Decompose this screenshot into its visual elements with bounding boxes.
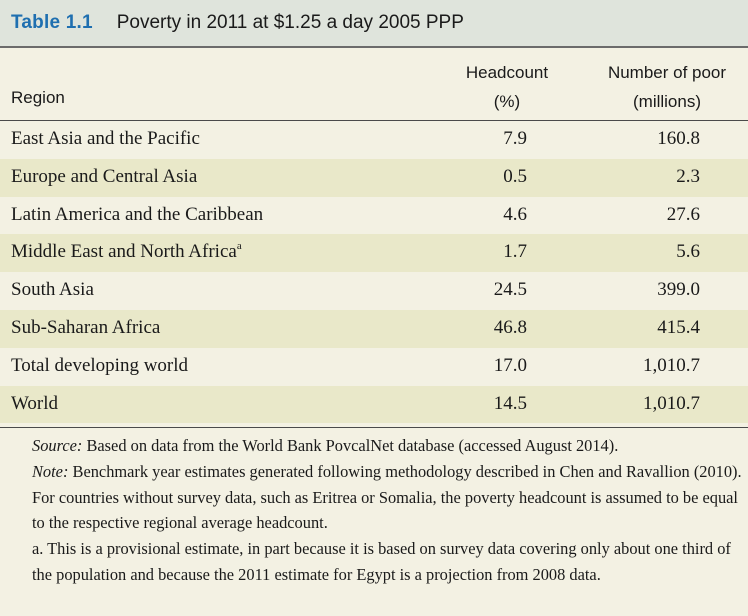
- cell-headcount: 46.8: [493, 316, 527, 338]
- header-poor-line1: Number of poor: [607, 63, 727, 82]
- table-number: Table 1.1: [11, 12, 93, 33]
- cell-number-of-poor: 1,010.7: [643, 392, 700, 414]
- table-row: [0, 159, 748, 197]
- methodology-note: [11, 459, 745, 536]
- cell-headcount: 17.0: [493, 354, 527, 376]
- cell-region: Sub-Saharan Africa: [11, 316, 161, 338]
- header-poor-line2: (millions): [633, 92, 701, 111]
- header-headcount-line2: (%): [493, 92, 521, 111]
- cell-headcount: 4.6: [503, 203, 527, 225]
- cell-region: Latin America and the Caribbean: [11, 203, 264, 225]
- cell-region: World: [11, 392, 59, 414]
- cell-region: Total developing world: [11, 354, 189, 376]
- table-row: [0, 197, 748, 235]
- note-label: Note:: [32, 461, 69, 481]
- cell-headcount: 1.7: [503, 241, 527, 263]
- cell-headcount: 14.5: [493, 392, 527, 414]
- source-note: [11, 433, 745, 459]
- note-text: Benchmark year estimates generated following methodology described in Chen and Ravallion (2010). For countries without survey data, such as Eritrea or Somalia, the poverty headcount is assumed to be equal to the respective regional average headcount.: [32, 461, 742, 533]
- cell-number-of-poor: 5.6: [676, 241, 700, 263]
- cell-number-of-poor: 2.3: [676, 165, 700, 187]
- cell-headcount: 7.9: [503, 128, 527, 149]
- table-row: [0, 386, 748, 424]
- cell-number-of-poor: 160.8: [657, 128, 700, 149]
- table-row: [0, 348, 748, 386]
- cell-number-of-poor: 399.0: [657, 279, 700, 301]
- table-header: [0, 48, 748, 120]
- table-row: [0, 121, 748, 159]
- table-body: [0, 121, 748, 423]
- cell-number-of-poor: 415.4: [657, 316, 700, 338]
- cell-headcount: 0.5: [503, 165, 527, 187]
- bottom-rule: [0, 427, 748, 428]
- cell-region: Europe and Central Asia: [11, 165, 198, 187]
- source-label: Source:: [32, 436, 83, 455]
- table-row: [0, 234, 748, 272]
- cell-number-of-poor: 27.6: [666, 203, 700, 225]
- table-title-bar: [0, 0, 748, 46]
- cell-region: [11, 241, 242, 263]
- header-headcount-line1: Headcount: [465, 63, 549, 82]
- cell-region-text: Middle East and North Africa: [11, 241, 237, 263]
- footnote-a: a. This is a provisional estimate, in part because it is based on survey data covering only about one third of the population and because the 2011 estimate for Egypt is a projection from 2008 data.: [32, 539, 731, 584]
- table-notes: [11, 433, 745, 588]
- table-title: Poverty in 2011 at $1.25 a day 2005 PPP: [116, 12, 464, 33]
- table-row: [0, 310, 748, 348]
- cell-region: East Asia and the Pacific: [11, 128, 200, 149]
- header-headcount: [447, 58, 567, 116]
- header-number-of-poor: [592, 58, 742, 116]
- header-region: Region: [11, 88, 65, 107]
- table-row: [0, 272, 748, 310]
- cell-region: South Asia: [11, 279, 94, 301]
- footnote-marker: a: [236, 240, 242, 253]
- cell-number-of-poor: 1,010.7: [643, 354, 700, 376]
- source-text: Based on data from the World Bank PovcalNet database (accessed August 2014).: [82, 436, 619, 455]
- cell-headcount: 24.5: [493, 279, 527, 301]
